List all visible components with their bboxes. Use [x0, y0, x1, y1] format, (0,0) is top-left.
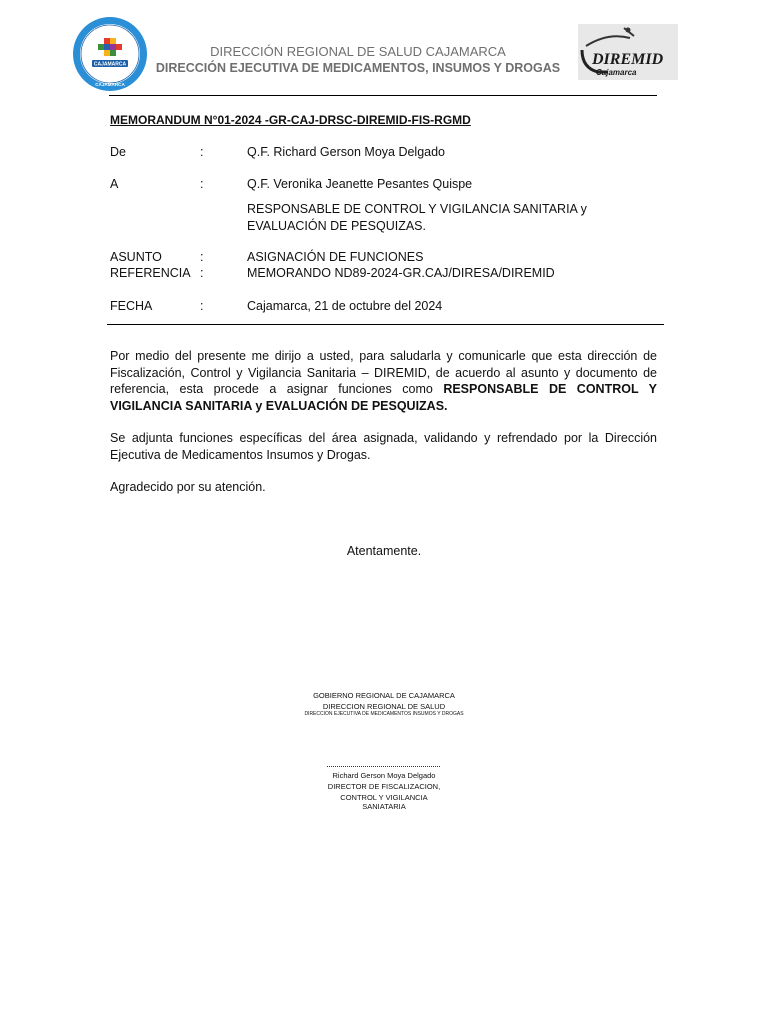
- section-divider: [107, 324, 664, 325]
- asunto-label: ASUNTO: [110, 250, 162, 264]
- de-value: Q.F. Richard Gerson Moya Delgado: [247, 145, 446, 159]
- a-label: A: [110, 177, 119, 191]
- direccion-regional-salud-seal-icon: [72, 16, 148, 92]
- referencia-colon: :: [200, 266, 204, 280]
- a-role: RESPONSABLE DE CONTROL Y VIGILANCIA SANITARIA y EVALUACIÓN DE PESQUIZAS.: [247, 202, 587, 233]
- memo-title: MEMORANDUM N°01-2024 -GR-CAJ-DRSC-DIREMID-FIS-RGMD: [110, 113, 471, 127]
- signature-name: Richard Gerson Moya Delgado: [332, 771, 436, 780]
- paragraph-1: [110, 348, 657, 414]
- signature-line: [327, 766, 440, 767]
- fecha-value: Cajamarca, 21 de octubre del 2024: [247, 299, 443, 313]
- de-colon: :: [200, 145, 204, 159]
- de-label: De: [110, 145, 126, 159]
- header-line-1: DIRECCIÓN REGIONAL DE SALUD CAJAMARCA: [210, 44, 506, 59]
- svg-text:CAJAMARCA: CAJAMARCA: [93, 61, 127, 68]
- referencia-value: MEMORANDO ND89-2024-GR.CAJ/DIRESA/DIREMID: [247, 266, 555, 280]
- paragraph-1-bold: RESPONSABLE DE CONTROL Y VIGILANCIA SANITARIA y EVALUACIÓN DE PESQUIZAS.: [110, 382, 657, 413]
- stamp-line-1: GOBIERNO REGIONAL DE CAJAMARCA: [313, 691, 455, 700]
- fecha-colon: :: [200, 299, 204, 313]
- a-value: Q.F. Veronika Jeanette Pesantes Quispe: [247, 177, 473, 191]
- stamp-line-2: DIRECCION REGIONAL DE SALUD: [322, 702, 446, 711]
- paragraph-1-text: Por medio del presente me dirijo a usted, para saludarla y comunicarle que esta dirección de Fiscalización, Control y Vigilancia Sanitaria – DIREMID, de acuerdo al asunto y documento de referencia, esta procede a asignar funciones como: [110, 349, 657, 396]
- svg-text:DIREMID: DIREMID: [592, 51, 664, 68]
- signature-title-2: CONTROL Y VIGILANCIA: [340, 793, 428, 802]
- a-colon: :: [200, 177, 204, 191]
- referencia-label: REFERENCIA: [110, 266, 191, 280]
- header-divider: [109, 95, 657, 96]
- diremid-logo-icon: [578, 24, 678, 80]
- asunto-colon: :: [200, 250, 204, 264]
- svg-text:CAJAMARCA: CAJAMARCA: [95, 82, 125, 87]
- svg-text:DIRECCIÓN REGIONAL DE SALUD: DIRECCIÓN REGIONAL DE SA: [81, 24, 140, 54]
- paragraph-3: Agradecido por su atención.: [110, 480, 266, 494]
- fecha-label: FECHA: [110, 299, 153, 313]
- paragraph-2: Se adjunta funciones específicas del área asignada, validando y refrendado por la Dirección Ejecutiva de Medicamentos Insumos y Drogas.: [110, 431, 657, 462]
- signature-title-3: SANIATARIA: [362, 802, 406, 811]
- stamp-line-3: DIRECCION EJECUTIVA DE MEDICAMENTOS INSUMOS Y DROGAS: [304, 711, 464, 717]
- closing: Atentamente.: [346, 544, 422, 558]
- header-line-2: DIRECCIÓN EJECUTIVA DE MEDICAMENTOS, INSUMOS Y DROGAS: [155, 61, 561, 75]
- svg-text:Cajamarca: Cajamarca: [596, 68, 637, 77]
- asunto-value: ASIGNACIÓN DE FUNCIONES: [247, 250, 424, 264]
- signature-title-1: DIRECTOR DE FISCALIZACION,: [327, 782, 441, 791]
